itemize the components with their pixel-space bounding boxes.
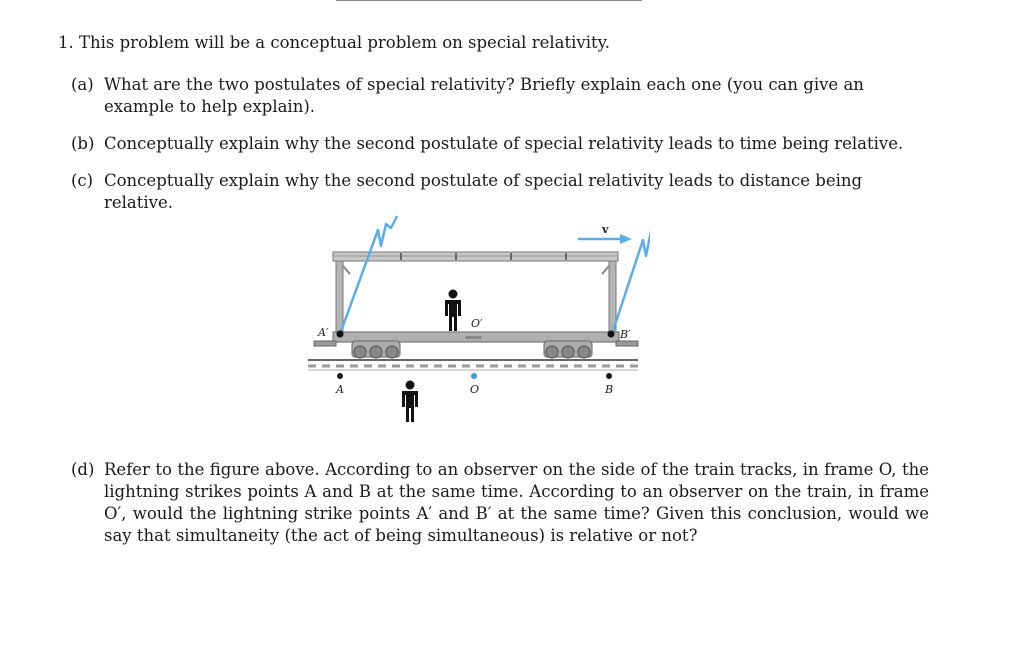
point-b-label: B bbox=[605, 383, 614, 396]
part-c-text: Conceptually explain why the second postulate of special relativity leads to distance being relative. bbox=[104, 171, 863, 212]
problem-heading bbox=[58, 33, 610, 52]
part-a-label: (a) bbox=[71, 75, 94, 94]
train-observer-label: O′ bbox=[471, 317, 483, 330]
part-a-text: What are the two postulates of special relativity? Briefly explain each one (you can give an example to help explain). bbox=[104, 75, 864, 116]
point-o-label: O bbox=[470, 383, 480, 396]
part-d-text: Refer to the figure above. According to an observer on the side of the train tracks, in frame O, the lightning strikes points A and B at the same time. According to an observer on the train, in frame O′, would the lightning strike points A′ and B′ at the same time? Given this conclusion, would we say that simultaneity (the act of being simultaneous) is relative or not? bbox=[104, 460, 929, 545]
point-a-prime-dot bbox=[337, 331, 344, 338]
problem-intro: This problem will be a conceptual problem on special relativity. bbox=[79, 33, 610, 52]
left-coupler bbox=[314, 341, 336, 346]
top-rule bbox=[336, 0, 642, 1]
part-c-label: (c) bbox=[71, 171, 94, 190]
point-o-dot bbox=[471, 373, 477, 379]
part-d-label: (d) bbox=[71, 460, 95, 479]
point-b-prime-dot bbox=[608, 331, 615, 338]
ground-observer-figure bbox=[402, 381, 418, 423]
problem-number: 1. bbox=[58, 33, 74, 52]
left-wheel-truck bbox=[352, 341, 400, 358]
train-left-wall bbox=[336, 261, 343, 336]
velocity-label: v bbox=[602, 223, 609, 236]
part-b-text: Conceptually explain why the second postulate of special relativity leads to time being relative. bbox=[104, 134, 904, 153]
point-b-dot bbox=[606, 373, 612, 379]
train-observer-figure bbox=[445, 290, 461, 332]
railroad-track bbox=[308, 360, 638, 370]
right-lightning-bolt bbox=[612, 215, 650, 334]
point-a-prime-label: A′ bbox=[318, 326, 329, 339]
point-b-prime-label: B′ bbox=[620, 328, 631, 341]
part-b-label: (b) bbox=[71, 134, 95, 153]
train-lightning-figure bbox=[300, 200, 650, 435]
point-a-dot bbox=[337, 373, 343, 379]
left-lightning-bolt bbox=[340, 216, 397, 334]
right-wheel-truck bbox=[544, 341, 592, 358]
right-coupler bbox=[616, 341, 638, 346]
point-a-label: A bbox=[336, 383, 344, 396]
